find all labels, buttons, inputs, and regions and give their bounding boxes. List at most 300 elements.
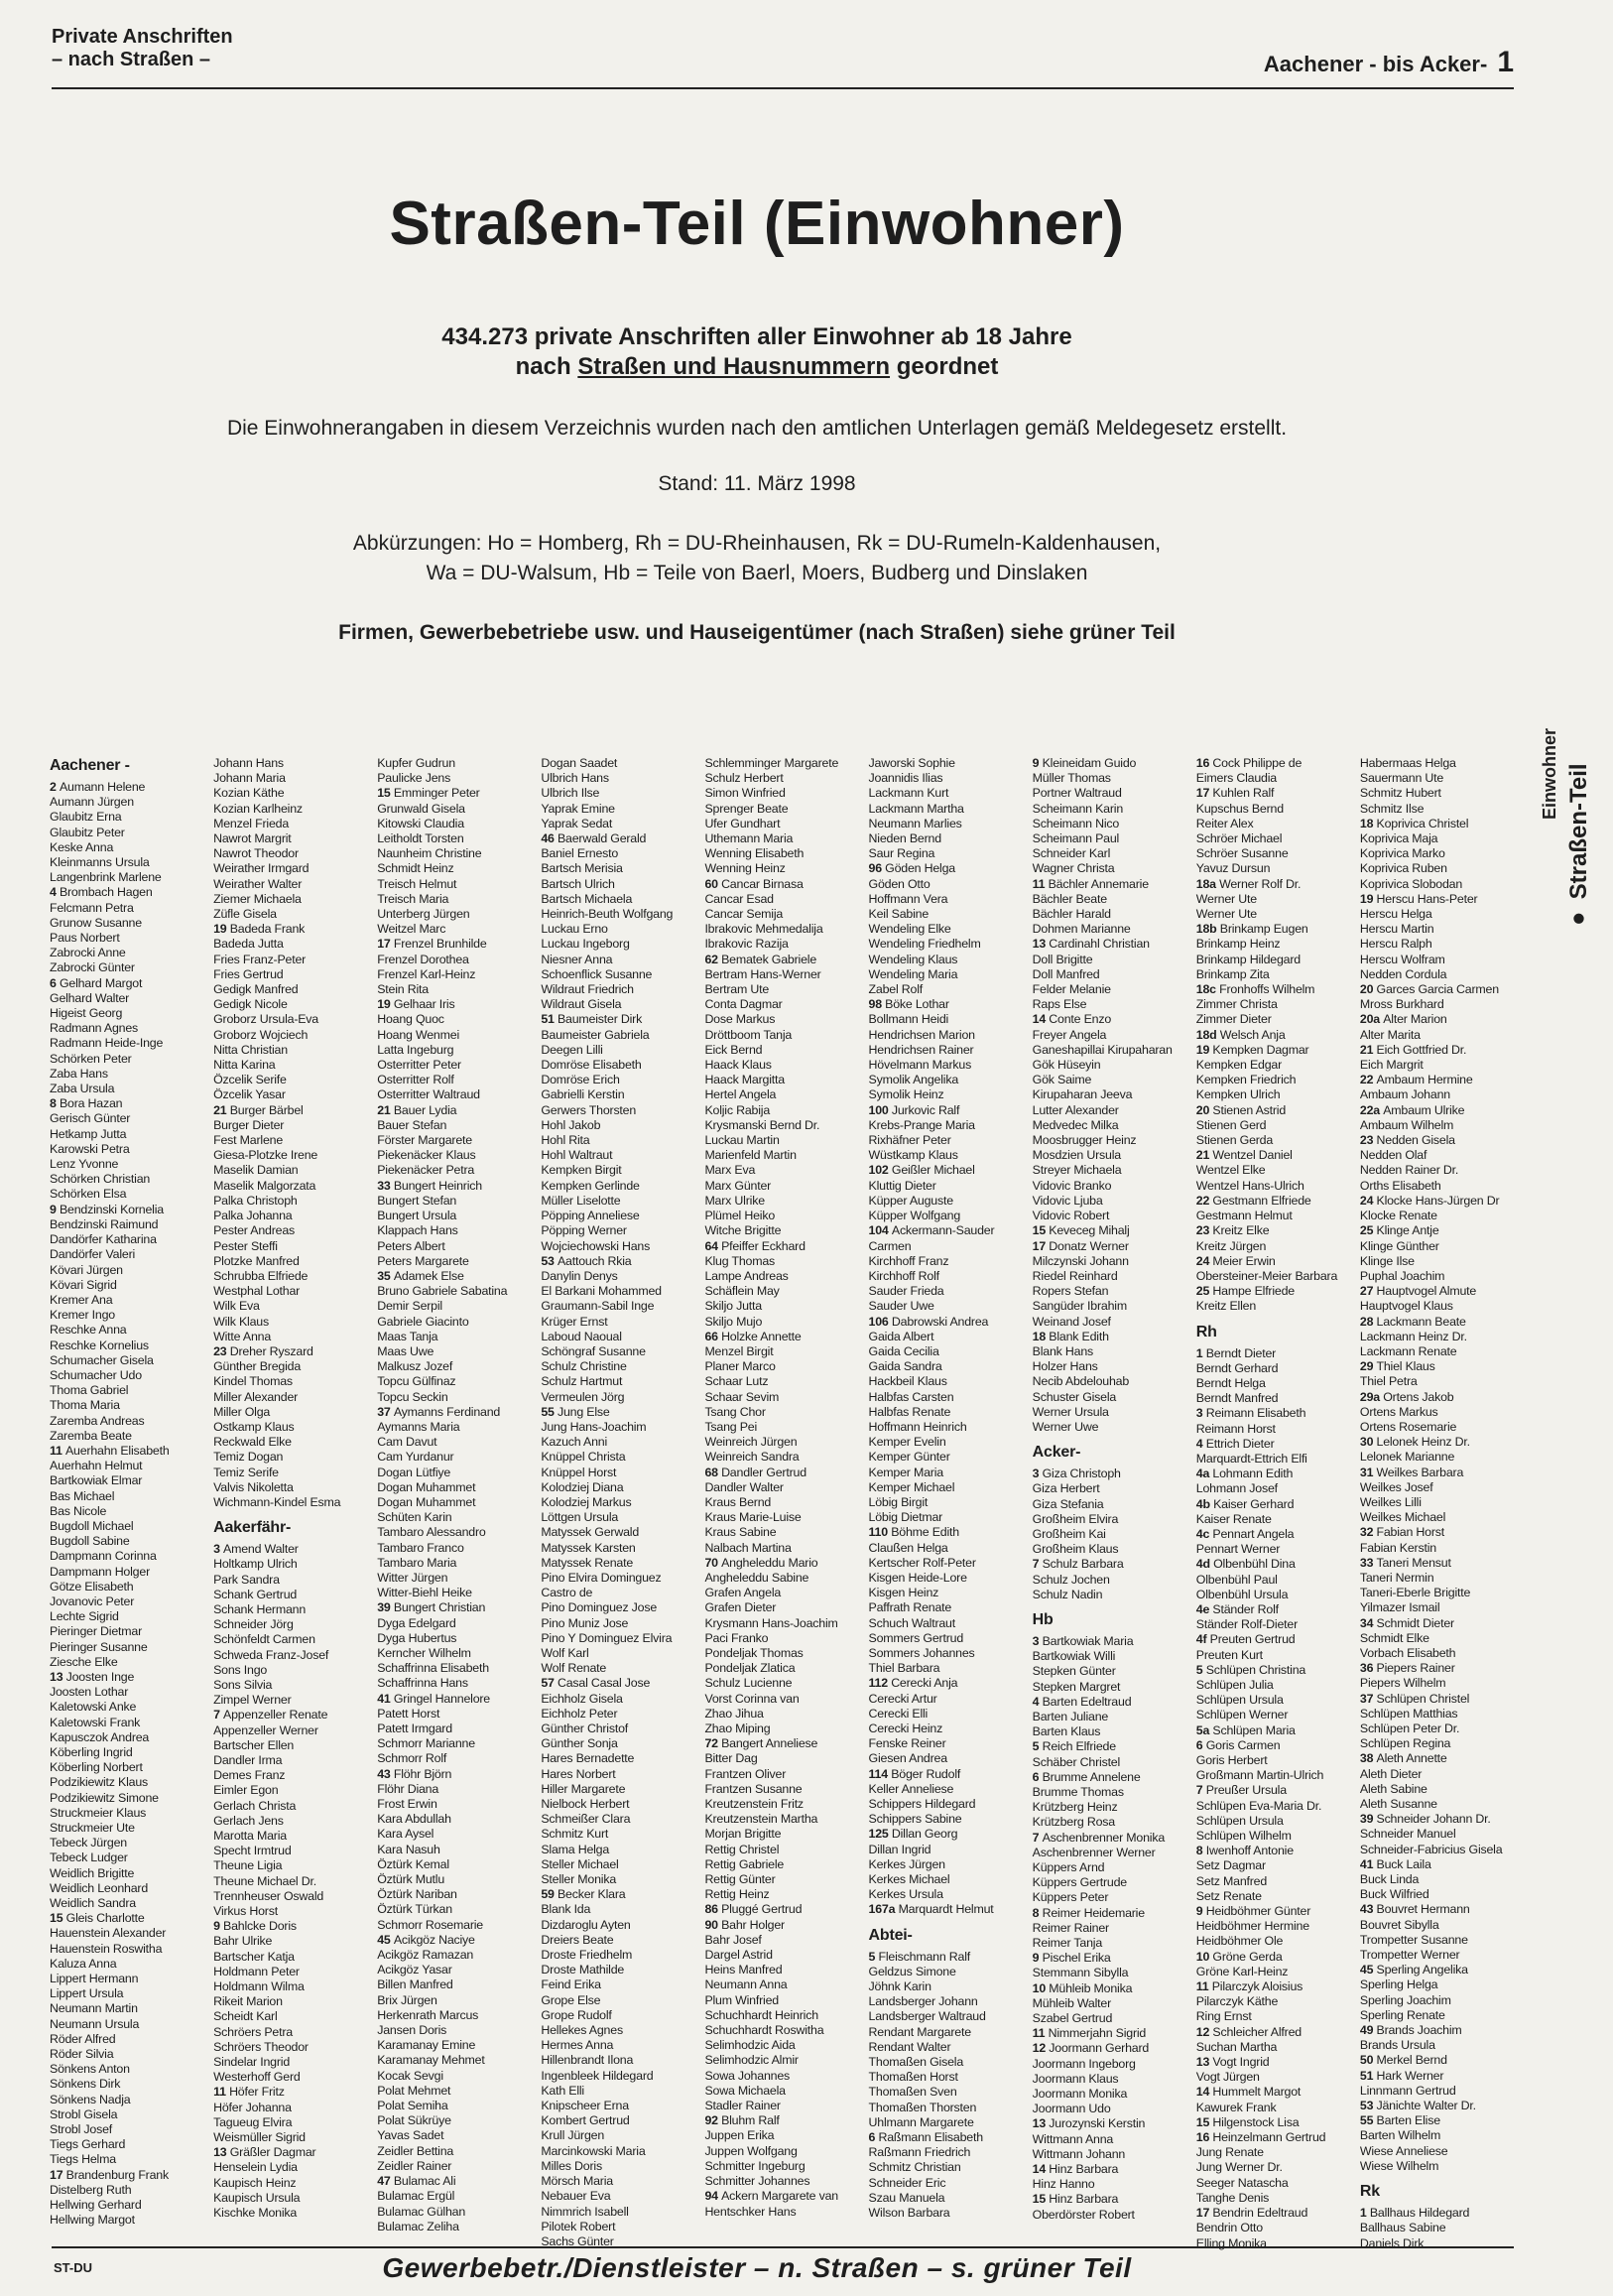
resident-entry: Kozian Karlheinz (213, 801, 303, 816)
resident-entry: Dreiers Beate (541, 1932, 614, 1947)
resident-entry: Paulicke Jens (377, 771, 451, 786)
resident-entry: Herkenrath Marcus (377, 2007, 479, 2022)
resident-entry: Ziemer Michaela (213, 891, 302, 906)
resident-entry: 24 Meier Erwin (1195, 1253, 1276, 1268)
resident-entry: Marquardt-Ettrich Elfi (1195, 1451, 1307, 1466)
resident-entry: Blank Hans (1032, 1343, 1094, 1358)
resident-entry: Nalbach Martina (704, 1540, 792, 1555)
resident-entry: Latta Ingeburg (377, 1042, 454, 1057)
resident-entry: Zimmer Christa (1195, 997, 1278, 1012)
resident-entry: Bartscher Ellen (213, 1737, 295, 1752)
resident-entry: 9 Heidböhmer Günter (1195, 1904, 1311, 1919)
resident-entry: Johann Maria (213, 771, 286, 786)
resident-entry: Herscu Ralph (1359, 937, 1432, 952)
resident-entry: Schaffrinna Hans (377, 1676, 468, 1691)
resident-entry: 46 Baerwald Gerald (541, 831, 647, 846)
resident-entry: Cam Davut (377, 1435, 437, 1450)
resident-entry: Jung Hans-Joachim (541, 1419, 647, 1434)
resident-entry: Thoma Gabriel (50, 1383, 129, 1398)
resident-entry: Tiegs Helma (50, 2152, 116, 2167)
resident-entry: Pöpping Anneliese (541, 1209, 640, 1223)
resident-entry: Wagner Christa (1032, 861, 1115, 876)
resident-entry: 27 Hauptvogel Almute (1359, 1284, 1477, 1299)
resident-entry: Seeger Natascha (1195, 2175, 1289, 2190)
resident-entry: Neumann Martin (50, 2001, 138, 2016)
resident-entry: Rettig Heinz (704, 1887, 770, 1902)
resident-entry: Zeidler Bettina (377, 2143, 454, 2158)
resident-entry: Park Sandra (213, 1572, 280, 1587)
resident-entry: Schulz Christine (541, 1359, 627, 1374)
resident-entry: 125 Dillan Georg (868, 1827, 958, 1842)
resident-entry: Zeidler Rainer (377, 2158, 452, 2173)
resident-entry: Distelberg Ruth (50, 2182, 132, 2197)
subtitle-line2-pre: nach (515, 353, 578, 380)
resident-entry: Schönfeldt Carmen (213, 1632, 315, 1647)
resident-entry: Ballhaus Sabine (1359, 2221, 1446, 2235)
resident-entry: 8 Iwenhoff Antonie (1195, 1844, 1294, 1858)
resident-entry: Berndt Gerhard (1195, 1360, 1279, 1375)
resident-entry: Schmorr Rolf (377, 1751, 447, 1766)
resident-entry: Pondeljak Thomas (704, 1645, 804, 1660)
resident-entry: Portner Waltraud (1032, 786, 1122, 801)
resident-entry: Neumann Anna (704, 1977, 788, 1992)
resident-entry: 19 Gelhaar Iris (377, 997, 455, 1012)
resident-entry: 12 Joormann Gerhard (1032, 2041, 1150, 2056)
resident-entry: Ganeshapillai Kirupaharan (1032, 1042, 1173, 1057)
resident-entry: Nawrot Margrit (213, 831, 292, 846)
resident-entry: 22 Gestmann Elfriede (1195, 1193, 1311, 1208)
resident-entry: Osterritter Rolf (377, 1073, 454, 1087)
resident-entry: Weinreich Jürgen (704, 1435, 798, 1450)
resident-entry: 167a Marquardt Helmut (868, 1902, 994, 1917)
resident-entry: Hoffmann Heinrich (868, 1419, 967, 1434)
resident-entry: Groborz Ursula-Eva (213, 1012, 318, 1027)
resident-entry: Koljic Rabija (704, 1102, 771, 1117)
resident-entry: Temiz Serife (213, 1465, 279, 1479)
resident-entry: Schmidt Elke (1359, 1630, 1429, 1645)
resident-entry: Puphal Joachim (1359, 1268, 1445, 1283)
resident-entry: Kemper Evelin (868, 1435, 946, 1450)
resident-entry: 5a Schlüpen Maria (1195, 1722, 1296, 1737)
resident-entry: Medvedec Milka (1032, 1117, 1119, 1132)
resident-entry: Zaba Hans (50, 1066, 108, 1081)
resident-entry: Jaworski Sophie (868, 756, 955, 770)
resident-entry: Aleth Dieter (1359, 1766, 1423, 1781)
resident-entry: Fenske Reiner (868, 1736, 946, 1751)
resident-entry: Tsang Pei (704, 1419, 758, 1434)
resident-entry: 33 Bungert Heinrich (377, 1178, 482, 1193)
resident-entry: Tanghe Denis (1195, 2190, 1270, 2205)
resident-entry: Theune Ligia (213, 1858, 283, 1873)
resident-entry: Juppen Erika (704, 2128, 775, 2143)
resident-entry: 25 Hampe Elfriede (1195, 1284, 1295, 1299)
resident-entry: Tambaro Maria (377, 1555, 457, 1570)
resident-entry: Bungert Stefan (377, 1193, 457, 1208)
resident-entry: 4b Kaiser Gerhard (1195, 1496, 1295, 1511)
resident-entry: Haack Margitta (704, 1073, 785, 1087)
resident-entry: 86 Pluggé Gertrud (704, 1902, 803, 1917)
resident-entry: Pennart Werner (1195, 1542, 1281, 1557)
resident-entry: Jovanovic Peter (50, 1594, 135, 1608)
resident-entry: Tagueug Elvira (213, 2114, 293, 2129)
resident-entry: Vorbach Elisabeth (1359, 1645, 1456, 1660)
resident-entry: Schulz Hartmut (541, 1374, 623, 1389)
resident-entry: Henselein Lydia (213, 2160, 298, 2175)
resident-entry: Glaubitz Peter (50, 825, 125, 839)
resident-entry: Özcelik Serife (213, 1073, 287, 1087)
resident-entry: Bendzinski Raimund (50, 1216, 159, 1231)
subtitle-line2-underlined: Straßen und Hausnummern (577, 353, 891, 380)
resident-entry: Pieringer Dietmar (50, 1624, 143, 1639)
resident-entry: Bahr Ulrike (213, 1934, 273, 1949)
resident-entry: 98 Böke Lothar (868, 997, 949, 1012)
resident-entry: Schlüpen Werner (1195, 1708, 1289, 1722)
resident-entry: 23 Kreitz Elke (1195, 1223, 1270, 1238)
resident-entry: Kapusczok Andrea (50, 1729, 150, 1744)
resident-entry: Schulz Jochen (1032, 1572, 1110, 1587)
resident-entry: 10 Gröne Gerda (1195, 1949, 1283, 1964)
resident-entry: Rikeit Marion (213, 1994, 283, 2009)
footer-tag: ST-DU (54, 2260, 92, 2275)
resident-entry: Keske Anna (50, 839, 114, 854)
resident-entry: 33 Taneri Mensut (1359, 1555, 1451, 1570)
resident-entry: Krysmann Hans-Joachim (704, 1615, 838, 1630)
resident-entry: Yaprak Sedat (541, 816, 613, 830)
resident-entry: Götze Elisabeth (50, 1579, 134, 1594)
resident-entry: Demes Franz (213, 1768, 286, 1783)
resident-entry: Domröse Elisabeth (541, 1058, 642, 1073)
resident-entry: 50 Merkel Bernd (1359, 2053, 1447, 2068)
resident-entry: Bartsch Ulrich (541, 876, 615, 891)
header-range: Aachener - bis Acker- (1263, 52, 1488, 76)
resident-entry: Aleth Sabine (1359, 1781, 1427, 1796)
abbreviations-line2: Wa = DU-Walsum, Hb = Teile von Baerl, Moers, Budberg und Dinslaken (426, 562, 1088, 584)
resident-entry: 5 Reich Elfriede (1032, 1739, 1116, 1754)
resident-entry: Wildraut Gisela (541, 997, 622, 1012)
resident-entry: Knüppel Horst (541, 1465, 617, 1479)
resident-entry: Dogan Muhammet (377, 1494, 476, 1509)
resident-entry: Langenbrink Marlene (50, 870, 162, 885)
resident-entry: Kerkes Michael (868, 1872, 950, 1887)
resident-entry: Schäflein May (704, 1284, 780, 1299)
resident-entry: Bulamac Zeliha (377, 2219, 459, 2233)
resident-entry: Sons Silvia (213, 1677, 273, 1692)
resident-entry: Holdmann Peter (213, 1964, 300, 1978)
resident-entry: Schröers Petra (213, 2024, 293, 2039)
resident-entry: Wilk Eva (213, 1299, 260, 1314)
resident-entry: Hendrichsen Rainer (868, 1042, 974, 1057)
resident-entry: 14 Hummelt Margot (1195, 2085, 1302, 2100)
resident-entry: Maas Uwe (377, 1343, 434, 1358)
resident-entry: Mross Burkhard (1359, 997, 1444, 1012)
resident-entry: Karamanay Mehmet (377, 2053, 485, 2068)
resident-entry: Bulamac Gülhan (377, 2204, 466, 2219)
resident-entry: Kolodziej Markus (541, 1494, 632, 1509)
resident-entry: Heidböhmer Ole (1195, 1934, 1284, 1949)
resident-entry: Kombert Gertrud (541, 2113, 630, 2128)
resident-entry: Ropers Stefan (1032, 1284, 1109, 1299)
resident-entry: Raßmann Friedrich (868, 2145, 971, 2160)
resident-entry: Sperling Renate (1359, 2007, 1445, 2022)
resident-entry: Bitter Dag (704, 1751, 758, 1766)
resident-entry: Trompetter Werner (1359, 1948, 1460, 1963)
resident-entry: Keil Sabine (868, 907, 930, 922)
resident-entry: Carmen (868, 1238, 912, 1253)
resident-entry: Müller Thomas (1032, 771, 1111, 786)
resident-entry: Pino Dominguez Jose (541, 1600, 658, 1615)
resident-entry: Zaremba Beate (50, 1428, 132, 1443)
resident-entry: Gök Saime (1032, 1073, 1092, 1087)
resident-entry: Kerkes Jürgen (868, 1856, 945, 1871)
resident-entry: Kleinmanns Ursula (50, 855, 150, 870)
resident-entry: Gestmann Helmut (1195, 1209, 1293, 1223)
resident-entry: Steller Monika (541, 1872, 617, 1887)
resident-entry: 3 Amend Walter (213, 1542, 299, 1557)
resident-entry: Kreitz Jürgen (1195, 1238, 1267, 1253)
resident-entry: Zimpel Werner (213, 1693, 292, 1708)
resident-entry: Cancar Semija (704, 907, 784, 922)
resident-entry: Higeist Georg (50, 1006, 123, 1021)
directory-column (869, 756, 1027, 2234)
resident-entry: Reimer Tanja (1032, 1936, 1103, 1951)
resident-entry: Haack Klaus (704, 1058, 772, 1073)
resident-entry: Trompetter Susanne (1359, 1932, 1468, 1947)
street-heading: Abtei- (868, 1926, 913, 1944)
resident-entry: Auerhahn Helmut (50, 1459, 143, 1473)
resident-entry: 15 Hinz Barbara (1032, 2192, 1119, 2207)
resident-entry: 4 Barten Edeltraud (1032, 1694, 1132, 1709)
resident-entry: Dandler Irma (213, 1753, 283, 1767)
stand-date: Stand: 11. März 1998 (658, 472, 856, 495)
resident-entry: Schlüpen Eva-Maria Dr. (1195, 1798, 1322, 1813)
resident-entry: Halbfas Carsten (868, 1389, 954, 1404)
resident-entry: Kemper Michael (868, 1479, 955, 1494)
resident-entry: Topcu Seckin (377, 1389, 448, 1404)
resident-entry: 4c Pennart Angela (1195, 1526, 1295, 1541)
resident-entry: 13 Cardinahl Christian (1032, 937, 1150, 952)
resident-entry: Acikgöz Yasar (377, 1963, 452, 1977)
resident-entry: Witter Jürgen (377, 1570, 448, 1585)
resident-entry: Heidböhmer Hermine (1195, 1919, 1309, 1934)
resident-entry: Klinge Günther (1359, 1238, 1439, 1253)
resident-entry: Simon Winfried (704, 786, 786, 801)
resident-entry: Joormann Udo (1032, 2102, 1111, 2116)
resident-entry: Zabrocki Anne (50, 946, 126, 960)
resident-entry: Doll Manfred (1032, 966, 1100, 981)
resident-entry: Kara Aysel (377, 1827, 434, 1842)
resident-entry: Westerhoff Gerd (213, 2070, 301, 2085)
resident-entry: Nawrot Theodor (213, 846, 299, 861)
header-right (1264, 46, 1514, 79)
resident-entry: Lackmann Heinz Dr. (1359, 1329, 1467, 1343)
resident-entry: Sauder Uwe (868, 1299, 934, 1314)
resident-entry: 15 Keveceg Mihalj (1032, 1223, 1130, 1238)
resident-entry: 62 Bematek Gabriele (704, 952, 817, 966)
resident-entry: Knipscheer Erna (541, 2099, 629, 2113)
resident-entry: Holzer Hans (1032, 1359, 1098, 1374)
resident-entry: 7 Preußer Ursula (1195, 1783, 1287, 1798)
resident-entry: Schüten Karin (377, 1510, 452, 1525)
resident-entry: Sowa Michaela (704, 2083, 786, 2098)
resident-entry: Eimers Claudia (1195, 771, 1277, 786)
resident-entry: 11 Pilarczyk Aloisius (1195, 1979, 1303, 1994)
resident-entry: Moosbrugger Heinz (1032, 1133, 1137, 1148)
resident-entry: Cam Yurdanur (377, 1450, 454, 1465)
resident-entry: Sons Ingo (213, 1662, 268, 1677)
resident-entry: Sindelar Ingrid (213, 2055, 291, 2070)
resident-entry: Schulz Lucienne (704, 1676, 793, 1691)
resident-entry: Conta Dagmar (704, 997, 783, 1012)
resident-entry: Paci Franko (704, 1630, 769, 1645)
resident-entry: Krull Jürgen (541, 2128, 605, 2143)
resident-entry: Gedigk Manfred (213, 982, 299, 997)
resident-entry: Dillan Ingrid (868, 1842, 931, 1856)
side-tab-line2: ● Straßen-Teil (1565, 763, 1592, 933)
resident-entry: Maselik Damian (213, 1163, 299, 1178)
resident-entry: 28 Lackmann Beate (1359, 1314, 1466, 1329)
abbreviations-line1: Abkürzungen: Ho = Homberg, Rh = DU-Rheinhausen, Rk = DU-Rumeln-Kaldenhausen, (352, 532, 1162, 555)
directory-column (1195, 756, 1354, 2250)
resident-entry: Sperling Helga (1359, 1977, 1438, 1992)
resident-entry: Plotzke Manfred (213, 1253, 300, 1268)
resident-entry: Öztürk Nariban (377, 1887, 457, 1902)
resident-entry: Bartkowiak Willi (1032, 1649, 1116, 1664)
resident-entry: Kluttig Dieter (868, 1178, 936, 1193)
resident-entry: Sauermann Ute (1359, 771, 1444, 786)
resident-entry: Kaletowski Anke (50, 1700, 137, 1715)
resident-entry: Marienfeld Martin (704, 1148, 797, 1163)
resident-entry: 21 Eich Gottfried Dr. (1359, 1042, 1467, 1057)
resident-entry: Sönkens Dirk (50, 2077, 121, 2092)
resident-entry: 17 Frenzel Brunhilde (377, 937, 487, 952)
resident-entry: Herscu Wolfram (1359, 952, 1445, 966)
resident-entry: Schröers Theodor (213, 2039, 309, 2054)
resident-entry: Patett Horst (377, 1706, 440, 1721)
resident-entry: Wolf Renate (541, 1661, 607, 1676)
resident-entry: Maas Tanja (377, 1329, 438, 1343)
resident-entry: Klappach Hans (377, 1223, 458, 1238)
resident-entry: Weidlich Brigitte (50, 1865, 135, 1880)
resident-entry: 94 Ackern Margarete van (704, 2189, 838, 2204)
resident-entry: Dandörfer Valeri (50, 1247, 136, 1262)
resident-entry: Kraus Bernd (704, 1494, 772, 1509)
resident-entry: Mosdzien Ursula (1032, 1148, 1121, 1163)
resident-entry: Lippert Hermann (50, 1972, 139, 1986)
resident-entry: Hares Norbert (541, 1766, 616, 1781)
resident-entry: Schuchhardt Heinrich (704, 2007, 818, 2022)
resident-entry: Schmeißer Clara (541, 1812, 631, 1827)
resident-entry: Kövari Jürgen (50, 1262, 123, 1277)
resident-entry: Bugdoll Michael (50, 1518, 134, 1533)
resident-entry: Köberling Norbert (50, 1760, 143, 1775)
resident-entry: Polat Sükrüye (377, 2113, 451, 2128)
page-number: 1 (1497, 46, 1514, 78)
resident-entry: Özcelik Yasar (213, 1087, 286, 1102)
resident-entry: Bartsch Michaela (541, 891, 633, 906)
resident-entry: Theune Michael Dr. (213, 1873, 316, 1888)
resident-entry: Gröne Karl-Heinz (1195, 1964, 1289, 1978)
resident-entry: Dogan Saadet (541, 756, 618, 770)
resident-entry: 47 Bulamac Ali (377, 2174, 456, 2189)
resident-entry: 60 Cancar Birnasa (704, 876, 804, 891)
resident-entry: Großheim Kai (1032, 1526, 1106, 1541)
resident-entry: Ambaum Johann (1359, 1087, 1450, 1102)
resident-entry: Radmann Agnes (50, 1021, 139, 1036)
resident-entry: Sprenger Beate (704, 801, 789, 816)
resident-entry: Holtkamp Ulrich (213, 1557, 298, 1572)
resident-entry: Hellwing Margot (50, 2213, 135, 2228)
resident-entry: Nieden Bernd (868, 831, 941, 846)
resident-entry: Schlüpen Julia (1195, 1677, 1274, 1692)
resident-entry: Lackmann Martha (868, 801, 964, 816)
resident-entry: Miller Alexander (213, 1389, 299, 1404)
resident-entry: Treisch Maria (377, 891, 449, 906)
street-heading: Aakerfähr- (213, 1519, 292, 1537)
resident-entry: Wenning Heinz (704, 861, 786, 876)
resident-entry: Grunwald Gisela (377, 801, 465, 816)
resident-entry: Tiegs Gerhard (50, 2137, 126, 2152)
resident-entry: 6 Brumme Annelene (1032, 1769, 1141, 1784)
resident-entry: Gaida Albert (868, 1329, 934, 1343)
resident-entry: Marx Eva (704, 1163, 756, 1178)
resident-entry: 1 Berndt Dieter (1195, 1345, 1277, 1360)
resident-entry: Schlüpen Peter Dr. (1359, 1722, 1460, 1735)
resident-entry: 17 Donatz Werner (1032, 1238, 1129, 1253)
resident-entry: Dargel Astrid (704, 1948, 773, 1963)
resident-entry: Günther Bregida (213, 1359, 302, 1374)
resident-entry: Wendeling Elke (868, 922, 951, 937)
resident-entry: Schmorr Rosemarie (377, 1917, 483, 1932)
resident-entry: Badeda Jutta (213, 937, 284, 952)
resident-entry: Kempken Edgar (1195, 1058, 1283, 1073)
resident-entry: Werner Ute (1195, 891, 1257, 906)
page-title: Straßen-Teil (Einwohner) (389, 190, 1125, 258)
resident-entry: Heins Manfred (704, 1963, 783, 1977)
resident-entry: Nedden Olaf (1359, 1148, 1427, 1163)
resident-entry: Palka Christoph (213, 1193, 298, 1208)
resident-entry: Wiese Wilhelm (1359, 2158, 1439, 2173)
resident-entry: Kempken Ulrich (1195, 1087, 1281, 1102)
resident-entry: Zhao Jihua (704, 1706, 764, 1721)
resident-entry: 20 Stienen Astrid (1195, 1102, 1287, 1117)
resident-columns (50, 756, 1518, 2250)
resident-entry: Sönkens Nadja (50, 2092, 131, 2106)
resident-entry: Karowski Petra (50, 1141, 130, 1156)
resident-entry: Zabrocki Günter (50, 960, 135, 975)
resident-entry: Virkus Horst (213, 1904, 278, 1919)
resident-entry: 37 Aymanns Ferdinand (377, 1404, 501, 1419)
resident-entry: Linnmann Gertrud (1359, 2083, 1456, 2098)
resident-entry: Schlüpen Ursula (1195, 1693, 1284, 1708)
resident-entry: Gedigk Nicole (213, 997, 288, 1012)
resident-entry: Hohl Waltraut (541, 1148, 613, 1163)
resident-entry: Thomaßen Gisela (868, 2055, 964, 2070)
resident-entry: Maselik Malgorzata (213, 1178, 316, 1193)
resident-entry: Kertscher Rolf-Peter (868, 1555, 976, 1570)
resident-entry: Vidovic Branko (1032, 1178, 1112, 1193)
resident-entry: Schank Hermann (213, 1601, 307, 1616)
resident-entry: Angheleddu Sabine (704, 1570, 809, 1585)
resident-entry: Pilotek Robert (541, 2219, 616, 2233)
resident-entry: Lippert Ursula (50, 1986, 124, 2001)
resident-entry: Felder Melanie (1032, 982, 1111, 997)
resident-entry: Ring Ernst (1195, 2009, 1252, 2024)
resident-entry: Kolodziej Diana (541, 1479, 624, 1494)
resident-entry: Cancar Esad (704, 891, 774, 906)
resident-entry: Matyssek Karsten (541, 1540, 636, 1555)
resident-entry: Brands Ursula (1359, 2038, 1435, 2053)
resident-entry: Kraus Marie-Luise (704, 1510, 802, 1525)
